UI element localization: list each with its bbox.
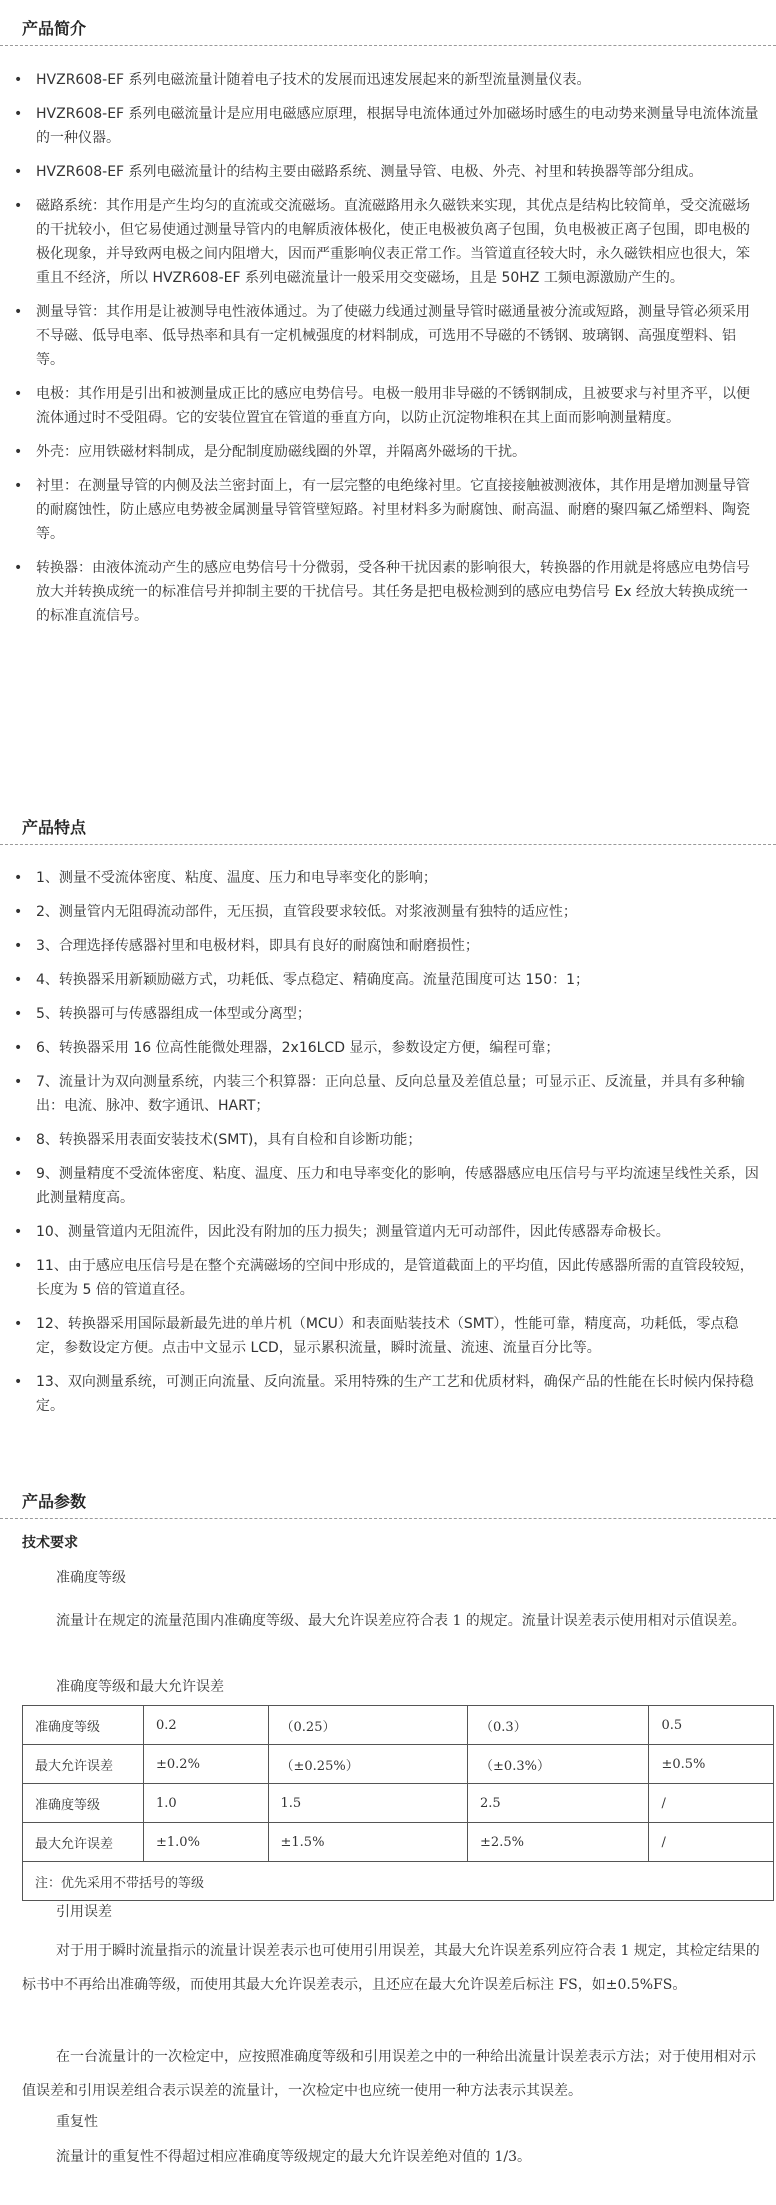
- list-item: [0, 474, 776, 546]
- list-item: [0, 1002, 776, 1026]
- features-title: 产品特点: [22, 818, 87, 837]
- bullet-icon: •: [14, 1040, 23, 1056]
- list-item-text: 10、测量管道内无阻流件，因此没有附加的压力损失；测量管道内无可动部件，因此传感器寿命极长。: [36, 1224, 670, 1240]
- table-cell: ±1.0%: [144, 1823, 269, 1862]
- list-item: [0, 160, 776, 184]
- list-item-text: 12、转换器采用国际最新最先进的单片机（MCU）和表面贴装技术（SMT），性能可靠，精度高，功耗低，零点稳定，参数设定方便。点击中文显示 LCD，显示累积流量，瞬时流量、流速、流量百分比等。: [36, 1316, 739, 1356]
- list-item: [0, 1162, 776, 1210]
- bullet-icon: •: [14, 1258, 23, 1274]
- list-item-text: 1、测量不受流体密度、粘度、温度、压力和电导率变化的影响；: [36, 870, 437, 886]
- list-item-text: 测量导管：其作用是让被测导电性液体通过。为了使磁力线通过测量导管时磁通量被分流或短路，测量导管必须采用不导磁、低导电率、低导热率和具有一定机械强度的材料制成，可选用不导磁的不锈钢、玻璃钢、高强度塑料、铝等。: [36, 304, 750, 368]
- list-item-text: 电极：其作用是引出和被测量成正比的感应电势信号。电极一般用非导磁的不锈钢制成，且被要求与衬里齐平，以便流体通过时不受阻碍。它的安装位置宜在管道的垂直方向，以防止沉淀物堆积在其上面而影响测量精度。: [36, 386, 750, 426]
- accuracy-heading: 准确度等级: [56, 1570, 126, 1586]
- list-item: [0, 68, 776, 92]
- row-label: 准确度等级: [23, 1706, 144, 1745]
- bullet-icon: •: [14, 560, 23, 576]
- bullet-icon: •: [14, 1316, 23, 1332]
- table-cell: （±0.3%）: [468, 1745, 649, 1784]
- list-item-text: HVZR608-EF 系列电磁流量计随着电子技术的发展而迅速发展起来的新型流量测量仪表。: [36, 72, 591, 88]
- list-item: [0, 1036, 776, 1060]
- table-row: [23, 1784, 774, 1823]
- list-item: [0, 1070, 776, 1118]
- list-item-text: 转换器：由液体流动产生的感应电势信号十分微弱，受各种干扰因素的影响很大，转换器的作用就是将感应电势信号放大并转换成统一的标准信号并抑制主要的干扰信号。其任务是把电极检测到的感应电势信号 Ex 经放大转换成统一的标准直流信号。: [36, 560, 750, 624]
- list-item: [0, 440, 776, 464]
- params-title: 产品参数: [22, 1492, 87, 1511]
- table-cell: 0.2: [144, 1706, 269, 1745]
- rep-heading: 重复性: [56, 2114, 98, 2130]
- table-cell: 1.5: [268, 1784, 468, 1823]
- list-item: [0, 1128, 776, 1152]
- intro-divider: [0, 45, 776, 46]
- list-item-text: 外壳：应用铁磁材料制成，是分配制度励磁线圈的外罩，并隔离外磁场的干扰。: [36, 444, 526, 460]
- bullet-icon: •: [14, 444, 23, 460]
- list-item: [0, 556, 776, 628]
- bullet-icon: •: [14, 72, 23, 88]
- list-item-text: 衬里：在测量导管的内侧及法兰密封面上，有一层完整的电绝缘衬里。它直接接触被测液体，其作用是增加测量导管的耐腐蚀性，防止感应电势被金属测量导管管壁短路。衬里材料多为耐腐蚀、耐高温、耐磨的聚四氟乙烯塑料、陶瓷等。: [36, 478, 750, 542]
- bullet-icon: •: [14, 972, 23, 988]
- table-cell: （0.25）: [268, 1706, 468, 1745]
- table-cell: 2.5: [468, 1784, 649, 1823]
- intro-list: [0, 68, 776, 638]
- bullet-icon: •: [14, 106, 23, 122]
- bullet-icon: •: [14, 198, 23, 214]
- list-item-text: HVZR608-EF 系列电磁流量计是应用电磁感应原理，根据导电流体通过外加磁场时感生的电动势来测量导电流体流量的一种仪器。: [36, 106, 759, 146]
- bullet-icon: •: [14, 870, 23, 886]
- table-note: 注：优先采用不带括号的等级: [23, 1862, 774, 1901]
- bullet-icon: •: [14, 1006, 23, 1022]
- bullet-icon: •: [14, 478, 23, 494]
- table-cell: ±1.5%: [268, 1823, 468, 1862]
- list-item: [0, 102, 776, 150]
- table-cell: （0.3）: [468, 1706, 649, 1745]
- table-cell: /: [649, 1823, 774, 1862]
- list-item-text: 2、测量管内无阻碍流动部件，无压损，直管段要求较低。对浆液测量有独特的适应性；: [36, 904, 577, 920]
- tech-heading: 技术要求: [22, 1535, 78, 1551]
- list-item-text: 8、转换器采用表面安装技术(SMT)，具有自检和自诊断功能；: [36, 1132, 422, 1148]
- list-item: [0, 968, 776, 992]
- bullet-icon: •: [14, 304, 23, 320]
- list-item-text: 磁路系统：其作用是产生均匀的直流或交流磁场。直流磁路用永久磁铁来实现，其优点是结构比较简单，受交流磁场的干扰较小，但它易使通过测量导管内的电解质液体极化，使正电极被负离子包围，负电极被正离子包围，即电极的极化现象，并导致两电极之间内阻增大，因而严重影响仪表正常工作。当管道直径较大时，永久磁铁相应也很大，笨重且不经济，所以 HVZR608-EF 系列电磁流量计一般采用交变磁场，且是 50HZ 工频电源激励产生的。: [36, 198, 750, 286]
- list-item: [0, 300, 776, 372]
- table-cell: （±0.25%）: [268, 1745, 468, 1784]
- features-list: [0, 866, 776, 1428]
- list-item: [0, 866, 776, 890]
- list-item: [0, 1220, 776, 1244]
- list-item: [0, 1254, 776, 1302]
- ref-text-1: 对于用于瞬时流量指示的流量计误差表示也可使用引用误差，其最大允许误差系列应符合表 1 规定，其检定结果的标书中不再给出准确等级，而使用其最大允许误差表示，且还应在最大允许误差后标注 FS，如±0.5%FS。: [22, 1943, 760, 1993]
- features-divider: [0, 844, 776, 845]
- table-row: [23, 1706, 774, 1745]
- bullet-icon: •: [14, 1074, 23, 1090]
- rep-text: 流量计的重复性不得超过相应准确度等级规定的最大允许误差绝对值的 1/3。: [56, 2149, 531, 2165]
- list-item-text: 7、流量计为双向测量系统，内装三个积算器：正向总量、反向总量及差值总量；可显示正、反流量，并具有多种输出：电流、脉冲、数字通讯、HART；: [36, 1074, 745, 1114]
- list-item-text: 9、测量精度不受流体密度、粘度、温度、压力和电导率变化的影响，传感器感应电压信号与平均流速呈线性关系，因此测量精度高。: [36, 1166, 759, 1206]
- ref-heading: 引用误差: [56, 1904, 112, 1920]
- list-item-text: 11、由于感应电压信号是在整个充满磁场的空间中形成的，是管道截面上的平均值，因此传感器所需的直管段较短，长度为 5 倍的管道直径。: [36, 1258, 754, 1298]
- row-label: 准确度等级: [23, 1784, 144, 1823]
- list-item: [0, 194, 776, 290]
- list-item: [0, 934, 776, 958]
- row-label: 最大允许误差: [23, 1823, 144, 1862]
- list-item-text: 3、合理选择传感器衬里和电极材料，即具有良好的耐腐蚀和耐磨损性；: [36, 938, 479, 954]
- bullet-icon: •: [14, 1132, 23, 1148]
- bullet-icon: •: [14, 1166, 23, 1182]
- table-row: [23, 1745, 774, 1784]
- bullet-icon: •: [14, 1224, 23, 1240]
- table-cell: /: [649, 1784, 774, 1823]
- list-item: [0, 900, 776, 924]
- bullet-icon: •: [14, 386, 23, 402]
- list-item-text: 4、转换器采用新颖励磁方式，功耗低、零点稳定、精确度高。流量范围度可达 150：1；: [36, 972, 589, 988]
- list-item-text: HVZR608-EF 系列电磁流量计的结构主要由磁路系统、测量导管、电极、外壳、衬里和转换器等部分组成。: [36, 164, 703, 180]
- params-divider: [0, 1518, 776, 1519]
- bullet-icon: •: [14, 938, 23, 954]
- bullet-icon: •: [14, 904, 23, 920]
- table-caption: 准确度等级和最大允许误差: [56, 1679, 224, 1695]
- bullet-icon: •: [14, 164, 23, 180]
- table-cell: ±0.5%: [649, 1745, 774, 1784]
- row-label: 最大允许误差: [23, 1745, 144, 1784]
- list-item-text: 5、转换器可与传感器组成一体型或分离型；: [36, 1006, 311, 1022]
- table-cell: 0.5: [649, 1706, 774, 1745]
- accuracy-table: [22, 1705, 774, 1901]
- list-item: [0, 1312, 776, 1360]
- intro-title: 产品简介: [22, 19, 87, 38]
- table-cell: ±0.2%: [144, 1745, 269, 1784]
- table-row: [23, 1823, 774, 1862]
- table-cell: 1.0: [144, 1784, 269, 1823]
- ref-text-2: 在一台流量计的一次检定中，应按照准确度等级和引用误差之中的一种给出流量计误差表示方法；对于使用相对示值误差和引用误差组合表示误差的流量计，一次检定中也应统一使用一种方法表示其误差。: [22, 2049, 756, 2099]
- table-cell: ±2.5%: [468, 1823, 649, 1862]
- table-note-row: [23, 1862, 774, 1901]
- list-item-text: 6、转换器采用 16 位高性能微处理器，2x16LCD 显示，参数设定方便，编程可靠；: [36, 1040, 560, 1056]
- accuracy-text: 流量计在规定的流量范围内准确度等级、最大允许误差应符合表 1 的规定。流量计误差表示使用相对示值误差。: [56, 1613, 746, 1629]
- list-item-text: 13、双向测量系统，可测正向流量、反向流量。采用特殊的生产工艺和优质材料，确保产品的性能在长时候内保持稳定。: [36, 1374, 754, 1414]
- bullet-icon: •: [14, 1374, 23, 1390]
- list-item: [0, 382, 776, 430]
- list-item: [0, 1370, 776, 1418]
